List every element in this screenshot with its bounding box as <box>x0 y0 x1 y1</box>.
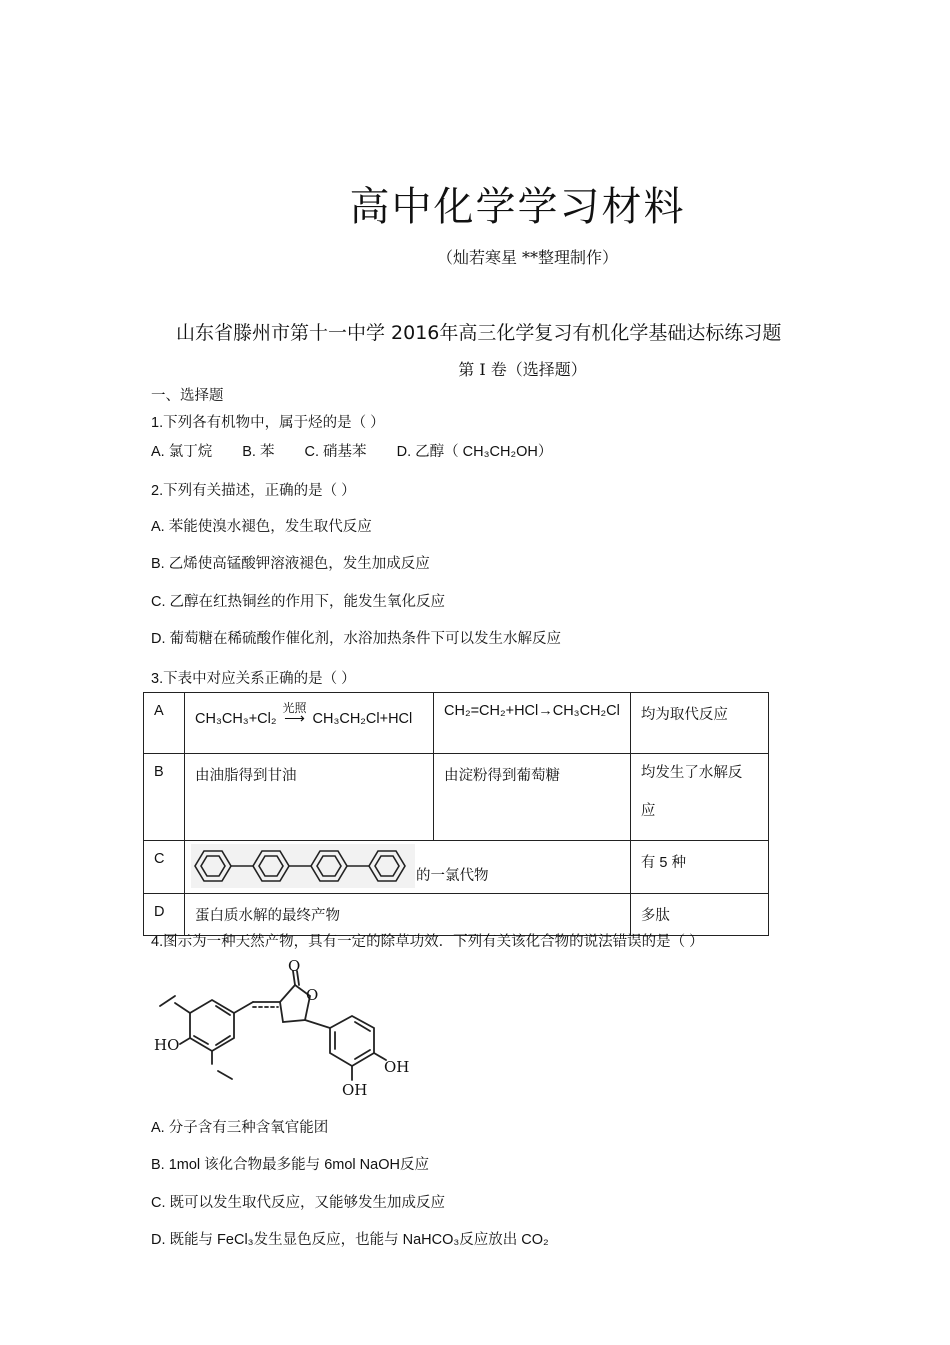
text-cell: 由淀粉得到葡萄糖 <box>434 754 631 841</box>
q4-option-c: C. 既可以发生取代反应，又能够发生加成反应 <box>151 1195 446 1211</box>
text-cell: 蛋白质水解的最终产物 <box>185 894 631 936</box>
q1-option-b: B. 苯 <box>242 444 275 460</box>
table-row <box>144 693 769 754</box>
row-label: B <box>144 754 185 841</box>
structure-caption: 的一氯代物 <box>416 867 489 884</box>
q1-option-c: C. 硝基苯 <box>304 444 367 460</box>
q4-option-a: A. 分子含有三种含氧官能团 <box>151 1120 329 1136</box>
hydroxyl-label-bottom: OH <box>342 1081 368 1099</box>
reaction-products: CH₃CH₂Cl+HCl <box>312 711 413 727</box>
reaction-arrow: 光照 ⟶ <box>277 711 313 727</box>
q2-option-a: A. 苯能使溴水褪色，发生取代反应 <box>151 519 372 535</box>
answer-cell: 均为取代反应 <box>630 693 768 754</box>
answer-line: 均发生了水解反 <box>640 765 743 781</box>
section-label: 一、选择题 <box>151 388 224 404</box>
q2-stem: 2.下列有关描述，正确的是（ ） <box>151 483 356 499</box>
q4-option-b: B. 1mol 该化合物最多能与 6mol NaOH反应 <box>151 1157 429 1173</box>
row-label: D <box>144 894 185 936</box>
q3-stem: 3.下表中对应关系正确的是（ ） <box>151 671 356 687</box>
q1-options <box>151 440 578 461</box>
reaction-cell: CH₂=CH₂+HCl→CH₃CH₂Cl <box>434 693 631 754</box>
q2-option-c: C. 乙醇在红热铜丝的作用下，能发生氧化反应 <box>151 594 446 610</box>
reaction-cell <box>185 693 434 754</box>
row-label: A <box>144 693 185 754</box>
text-cell: 由油脂得到甘油 <box>185 754 434 841</box>
answer-line: 应 <box>640 803 656 819</box>
q1-stem: 1.下列各有机物中，属于烃的是（ ） <box>151 415 385 431</box>
carbonyl-oxygen-label: O <box>288 958 301 975</box>
q1-option-a: A. 氯丁烷 <box>151 444 213 460</box>
hydroxyl-label-left: HO <box>154 1036 180 1054</box>
natural-product-structure <box>150 958 440 1103</box>
q2-option-b: B. 乙烯使高锰酸钾溶液褪色，发生加成反应 <box>151 556 430 572</box>
quaterphenyl-structure <box>191 843 416 889</box>
structure-cell <box>185 841 631 894</box>
main-title: 高中化学学习材料 <box>349 184 686 230</box>
q2-option-d: D. 葡萄糖在稀硫酸作催化剂，水浴加热条件下可以发生水解反应 <box>151 631 562 647</box>
table-row <box>144 754 769 841</box>
volume-title: 第 I 卷（选择题） <box>458 360 587 379</box>
table-row <box>144 841 769 894</box>
hydroxyl-label-right: OH <box>384 1058 410 1076</box>
ring-oxygen-label: O <box>306 986 319 1004</box>
reaction-reactants: CH₃CH₃+Cl₂ <box>195 711 277 727</box>
answer-cell: 多肽 <box>630 894 768 936</box>
row-label: C <box>144 841 185 894</box>
q1-option-d: D. 乙醇（ CH₃CH₂OH） <box>396 444 553 460</box>
arrow-condition: 光照 <box>282 701 307 715</box>
q3-table <box>143 692 769 936</box>
q4-option-d: D. 既能与 FeCl₃发生显色反应，也能与 NaHCO₃反应放出 CO₂ <box>151 1232 549 1248</box>
document-title: 山东省滕州市第十一中学 2016年高三化学复习有机化学基础达标练习题 <box>176 322 782 344</box>
subtitle: （灿若寒星 **整理制作） <box>436 248 619 267</box>
answer-cell <box>630 754 768 841</box>
q4-stem: 4.图示为一种天然产物，具有一定的除草功效．下列有关该化合物的说法错误的是（ ） <box>151 934 704 950</box>
answer-cell: 有 5 种 <box>630 841 768 894</box>
